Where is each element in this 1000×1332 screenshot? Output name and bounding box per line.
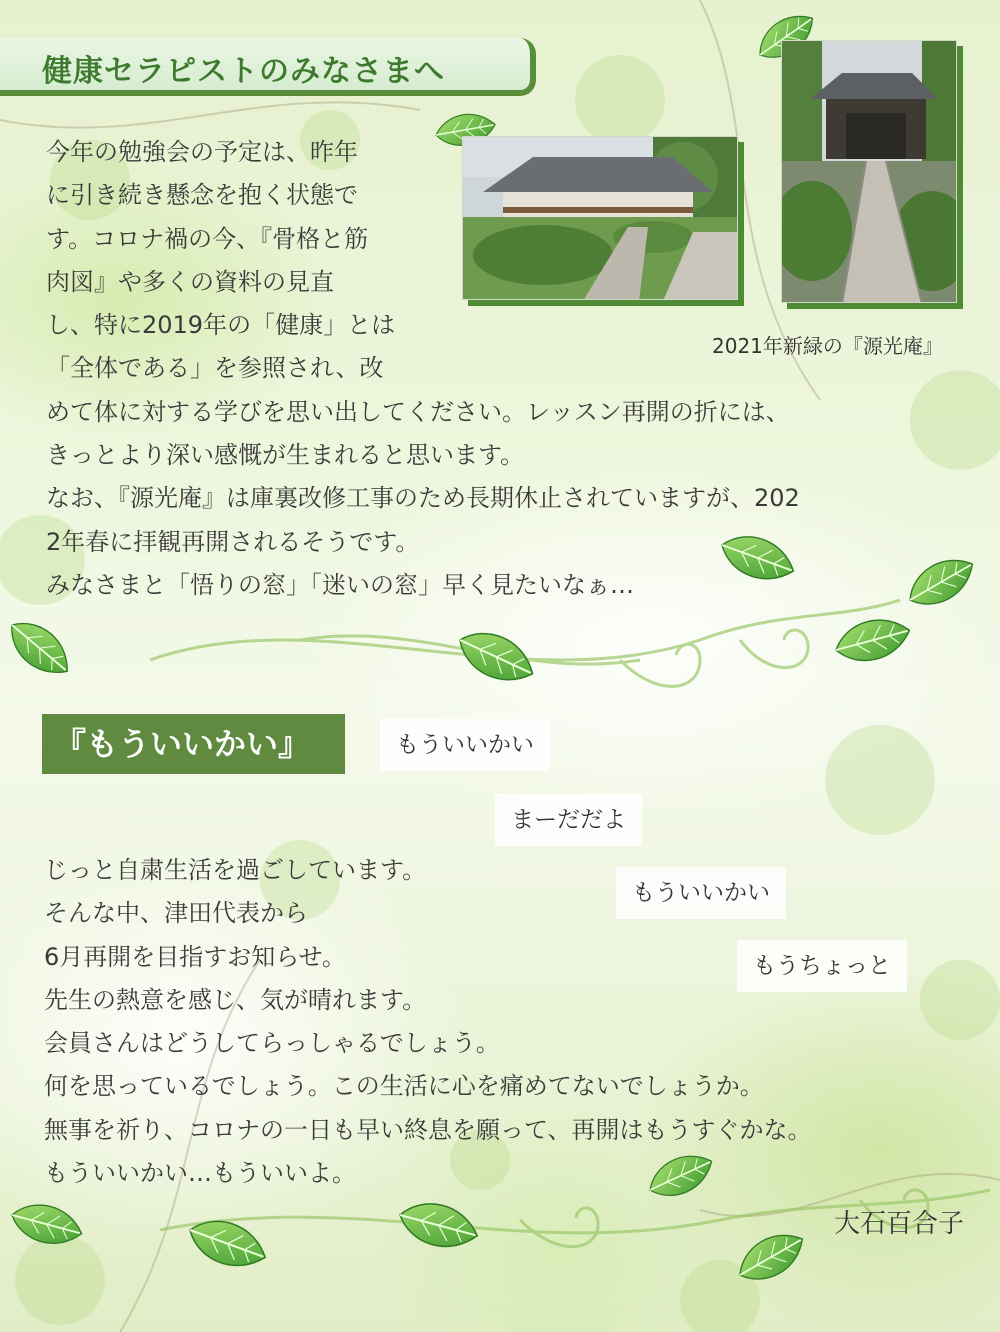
section-body-text [44,849,812,1195]
temple-gate-image [782,41,957,303]
intro-line: めて体に対する学びを思い出してください。レッスン再開の折には、 [46,397,790,426]
page-title: 健康セラピストのみなさまへ [42,54,445,89]
intro-line: 2年春に拝観再開されるそうです。 [46,527,420,556]
call-label: もういいかい [380,719,550,771]
body-line: 会員さんはどうしてらっしゃるでしょう。 [44,1029,500,1058]
body-line: 無事を祈り、コロナの一日も早い終息を願って、再開はもうすぐかな。 [44,1115,812,1144]
intro-line: し、特に2019年の「健康」とは [46,311,396,340]
intro-line: 肉図』や多くの資料の見直 [46,267,334,296]
section-title: 『もういいかい』 [42,714,345,774]
call-label: まーだだよ [495,794,642,846]
intro-line: 今年の勉強会の予定は、昨年 [46,138,358,166]
body-line: 6月再開を目指すお知らせ。 [44,942,346,971]
intro-line: す。コロナ禍の今、『骨格と筋 [46,224,369,253]
temple-courtyard-image [463,137,738,300]
temple-courtyard-photo [462,136,738,300]
author-signature: 大石百合子 [833,1209,964,1239]
intro-line: きっとより深い感慨が生まれると思います。 [46,441,525,470]
body-line: もういいかい…もういいよ。 [44,1159,356,1188]
body-line: じっと自粛生活を過ごしています。 [44,856,427,884]
intro-line: なお、『源光庵』は庫裏改修工事のため長期休止されていますが、202 [46,484,800,513]
call-label: もうちょっと [737,940,907,992]
photo-caption: 2021年新緑の『源光庵』 [712,334,943,358]
header-banner [0,38,536,96]
body-line: 何を思っているでしょう。この生活に心を痛めてないでしょうか。 [44,1072,764,1101]
intro-line: 「全体である」を参照され、改 [46,354,384,383]
intro-line: みなさまと「悟りの窓」「迷いの窓」早く見たいなぁ… [46,570,634,599]
body-line: 先生の熱意を感じ、気が晴れます。 [44,985,427,1014]
temple-gate-photo [781,40,957,303]
body-line: そんな中、津田代表から [44,899,308,928]
intro-line: に引き続き懸念を抱く状態で [46,181,358,210]
call-label: もういいかい [616,867,786,919]
